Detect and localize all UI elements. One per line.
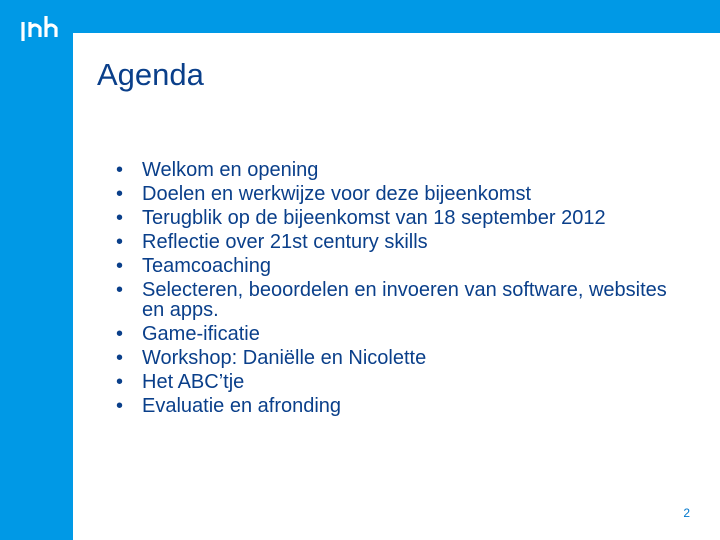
page-number: 2 (683, 506, 690, 520)
bullet-icon: • (116, 279, 124, 301)
bullet-icon: • (116, 323, 124, 345)
bullet-icon: • (116, 159, 124, 181)
agenda-item (114, 184, 684, 204)
agenda-item-label: Workshop: Daniëlle en Nicolette (142, 347, 427, 369)
left-accent-bar (0, 0, 73, 540)
page-title: Agenda (97, 57, 204, 92)
agenda-item-label: Reflectie over 21st century skills (142, 231, 428, 253)
agenda-item (114, 208, 684, 228)
top-accent-bar (0, 0, 720, 33)
bullet-icon: • (116, 207, 124, 229)
agenda-item-label: Het ABC’tje (142, 371, 245, 393)
bullet-icon: • (116, 395, 124, 417)
agenda-item (114, 324, 684, 344)
bullet-icon: • (116, 255, 124, 277)
inholland-logo (18, 13, 60, 43)
agenda-item-label: Teamcoaching (142, 255, 271, 277)
bullet-icon: • (116, 231, 124, 253)
bullet-icon: • (116, 183, 124, 205)
agenda-item (114, 372, 684, 392)
agenda-item-label: Doelen en werkwijze voor deze bijeenkomst (142, 183, 532, 205)
agenda-item-label: Welkom en opening (142, 159, 319, 181)
agenda-item (114, 256, 684, 276)
agenda-list (114, 160, 684, 420)
agenda-item (114, 160, 684, 180)
agenda-item (114, 348, 684, 368)
agenda-item (114, 396, 684, 416)
agenda-item (114, 280, 684, 320)
agenda-item-label: Selecteren, beoordelen en invoeren van software, websites en apps. (142, 279, 667, 321)
agenda-item-label: Terugblik op de bijeenkomst van 18 september 2012 (142, 207, 606, 229)
agenda-item-label: Game-ificatie (142, 323, 260, 345)
agenda-item (114, 232, 684, 252)
bullet-icon: • (116, 347, 124, 369)
bullet-icon: • (116, 371, 124, 393)
agenda-item-label: Evaluatie en afronding (142, 395, 342, 417)
